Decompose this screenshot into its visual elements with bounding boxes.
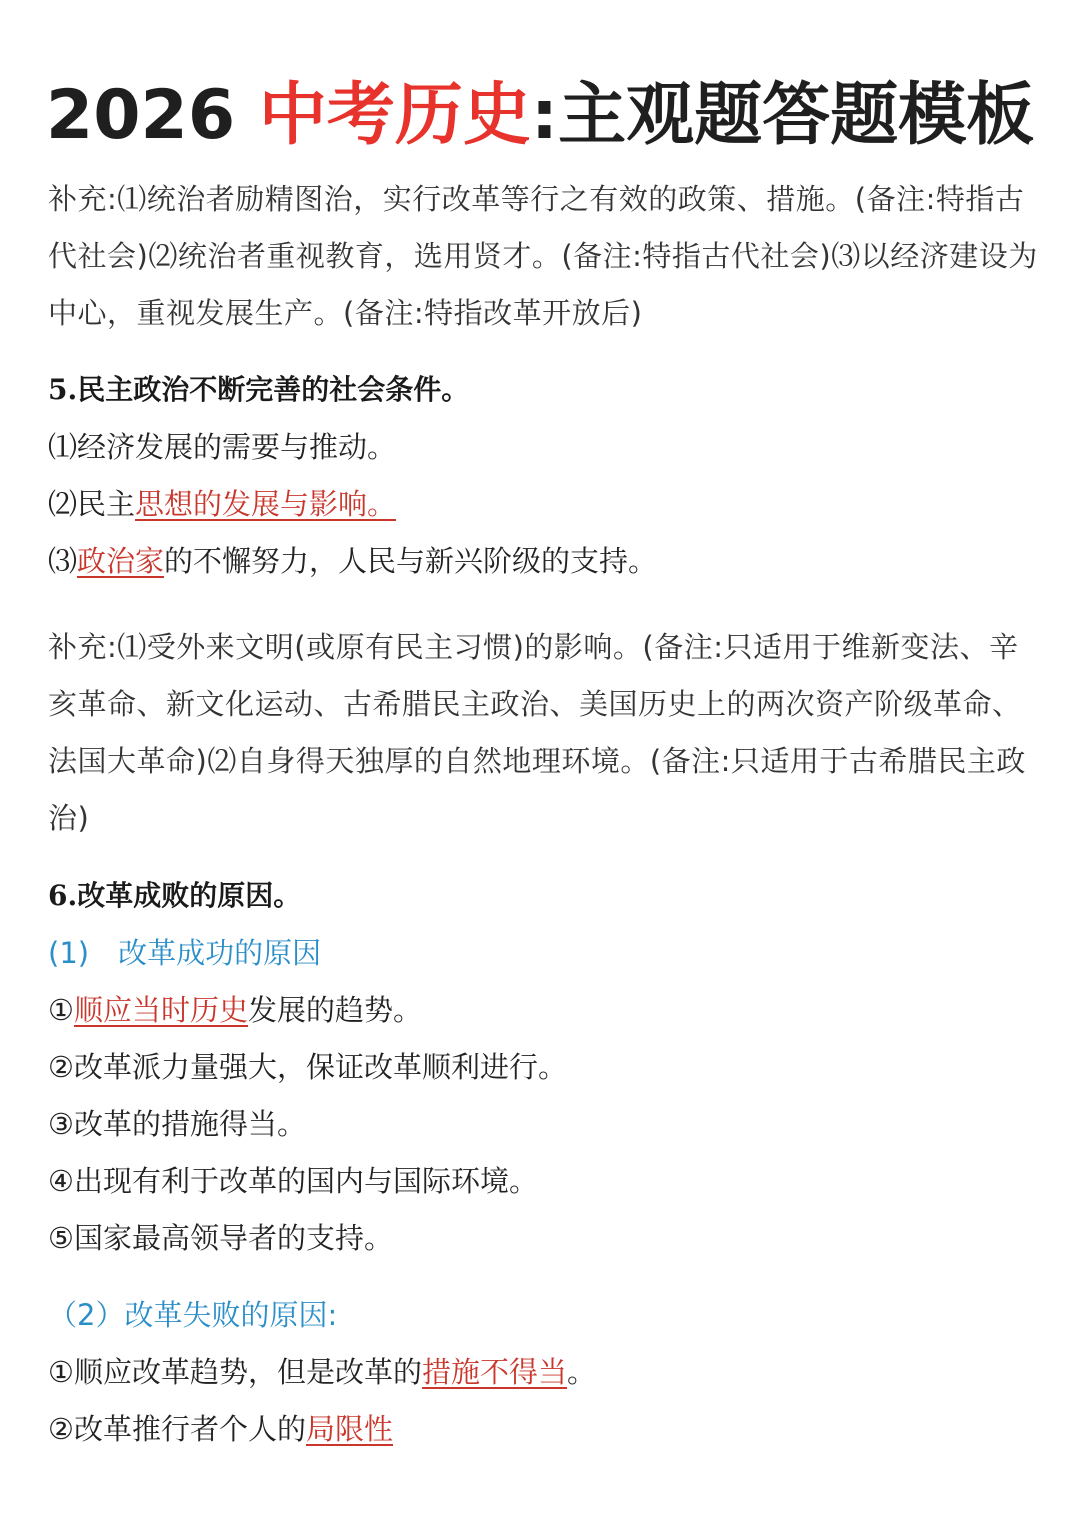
success-1-suffix: 发展的趋势。 xyxy=(248,993,423,1027)
section-5-heading: 5.民主政治不断完善的社会条件。 xyxy=(48,373,470,406)
title-subject: 中考历史 xyxy=(258,76,531,155)
supplement-paragraph-2: 补充:⑴受外来文明(或原有民主习惯)的影响。(备注:只适用于维新变法、辛亥革命、新文化运动、古希腊民主政治、美国历史上的两次资产阶级革命、法国大革命)⑵自身得天独厚的自然地理环境。(备注:只适用于古希腊民主政治) xyxy=(48,630,1026,835)
failure-1-highlight: 措施不得当 xyxy=(422,1355,568,1389)
section-5-item-1: ⑴经济发展的需要与推动。 xyxy=(48,430,397,464)
failure-1-suffix: 。 xyxy=(567,1355,597,1389)
success-item-3: ③改革的措施得当。 xyxy=(48,1107,306,1141)
failure-item-2 xyxy=(48,1401,393,1458)
success-1-prefix: ① xyxy=(48,993,74,1027)
section-5-item-2 xyxy=(48,476,396,533)
title-rest: :主观题答题模板 xyxy=(530,76,1035,155)
failure-2-highlight: 局限性 xyxy=(306,1412,394,1446)
success-item-5: ⑤国家最高领导者的支持。 xyxy=(48,1221,393,1255)
page-title xyxy=(0,72,1080,160)
item-2-highlight: 思想的发展与影响。 xyxy=(135,487,397,521)
success-item-4: ④出现有利于改革的国内与国际环境。 xyxy=(48,1164,538,1198)
title-year: 2026 xyxy=(45,76,259,155)
success-item-2: ②改革派力量强大，保证改革顺利进行。 xyxy=(48,1050,567,1084)
failure-reasons-title: （2）改革失败的原因: xyxy=(48,1298,338,1332)
success-reasons-title: (1) 改革成功的原因 xyxy=(48,936,322,970)
item-3-highlight: 政治家 xyxy=(77,544,165,578)
success-1-highlight: 顺应当时历史 xyxy=(74,993,249,1027)
section-6-heading: 6.改革成败的原因。 xyxy=(48,879,302,912)
success-item-1 xyxy=(48,982,422,1039)
failure-2-prefix: ②改革推行者个人的 xyxy=(48,1412,306,1446)
item-2-prefix: ⑵民主 xyxy=(48,487,136,521)
item-3-suffix: 的不懈努力，人民与新兴阶级的支持。 xyxy=(164,544,658,578)
item-3-prefix: ⑶ xyxy=(48,544,78,578)
failure-item-1 xyxy=(48,1344,596,1401)
failure-1-prefix: ①顺应改革趋势，但是改革的 xyxy=(48,1355,422,1389)
section-5-item-3 xyxy=(48,533,657,590)
supplement-paragraph-1: 补充:⑴统治者励精图治，实行改革等行之有效的政策、措施。(备注:特指古代社会)⑵统治者重视教育，选用贤才。(备注:特指古代社会)⑶以经济建设为中心，重视发展生产。(备注:特指改革开放后) xyxy=(48,182,1038,330)
